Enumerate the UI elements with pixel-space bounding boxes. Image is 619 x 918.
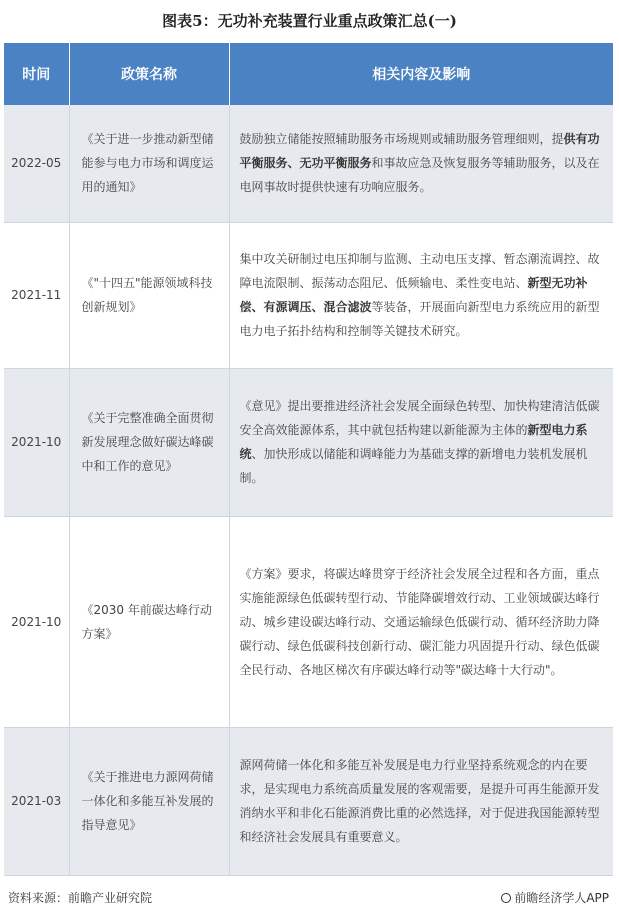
date-cell bbox=[4, 368, 69, 516]
content-emphasis: 新型无功补偿、有源调压、混合滤波 bbox=[239, 276, 588, 314]
policy-name-cell bbox=[69, 105, 229, 222]
content-emphasis: 供有功平衡服务、无功平衡服务 bbox=[239, 132, 600, 171]
content-text: 、加快形成以储能和调峰能力为基础支撑的新增电力装机发展机制。 bbox=[239, 447, 588, 485]
table-row bbox=[4, 368, 613, 516]
policy-content-cell bbox=[229, 516, 613, 727]
policy-name-text: 《2030 年前碳达峰行动方案》 bbox=[81, 602, 212, 641]
date-text: 2021-11 bbox=[11, 288, 62, 302]
policy-content-cell bbox=[229, 105, 613, 222]
policy-name-text: 《关于进一步推动新型储能参与电力市场和调度运用的通知》 bbox=[81, 132, 214, 195]
page-title: 图表5：无功补充装置行业重点政策汇总(一) bbox=[162, 12, 457, 30]
table-row bbox=[4, 516, 613, 727]
policy-content-cell bbox=[229, 222, 613, 368]
date-cell bbox=[4, 516, 69, 727]
policy-name-cell bbox=[69, 516, 229, 727]
app-credit bbox=[501, 889, 609, 906]
app-credit-label: 前瞻经济学人APP bbox=[514, 891, 609, 905]
policy-name-text: 《关于推进电力源网荷储一体化和多能互补发展的指导意见》 bbox=[81, 770, 214, 832]
content-text: 鼓励独立储能按照辅助服务市场规则或辅助服务管理细则，提 bbox=[239, 132, 564, 147]
content-text: 等装备，开展面向新型电力系统应用的新型电力电子拓扑结构和控制等关键技术研究。 bbox=[239, 300, 600, 338]
content-text: 集中攻关研制过电压抑制与监测、主动电压支撑、暂态潮流调控、故障电流限制、振荡动态阻尼、低频输电、柔性变电站、 bbox=[239, 252, 600, 290]
date-cell bbox=[4, 222, 69, 368]
date-text: 2021-10 bbox=[11, 614, 62, 629]
source-note: 资料来源：前瞻产业研究院 bbox=[8, 891, 153, 905]
table-row bbox=[4, 105, 613, 222]
date-text: 2021-03 bbox=[11, 794, 62, 808]
policy-name-text: 《关于完整准确全面贯彻新发展理念做好碳达峰碳中和工作的意见》 bbox=[81, 411, 214, 473]
content-emphasis: 新型电力系统 bbox=[239, 423, 588, 461]
date-cell bbox=[4, 105, 69, 222]
policy-name-cell bbox=[69, 727, 229, 875]
date-cell bbox=[4, 727, 69, 875]
date-text: 2021-10 bbox=[11, 435, 62, 449]
header-policy-name: 政策名称 bbox=[69, 43, 229, 105]
policy-table bbox=[4, 43, 613, 876]
policy-name-cell bbox=[69, 368, 229, 516]
header-content: 相关内容及影响 bbox=[229, 43, 613, 105]
content-text: 和事故应急及恢复服务等辅助服务，以及在电网事故时提供快速有功响应服务。 bbox=[239, 156, 600, 195]
header-time: 时间 bbox=[4, 43, 69, 105]
content-text: 《意见》提出要推进经济社会发展全面绿色转型、加快构建清洁低碳安全高效能源体系，其中就包括构建以新能源为主体的 bbox=[239, 399, 600, 437]
date-text: 2022-05 bbox=[11, 156, 62, 171]
policy-content-cell bbox=[229, 727, 613, 875]
content-text: 《方案》要求，将碳达峰贯穿于经济社会发展全过程和各方面，重点实施能源绿色低碳转型行动、节能降碳增效行动、工业领域碳达峰行动、城乡建设碳达峰行动、交通运输绿色低碳行动、循环经济助力降碳行动、绿色低碳科技创新行动、碳汇能力巩固提升行动、绿色低碳全民行动、各地区梯次有序碳达峰行动等"碳达峰十大行动"。 bbox=[239, 566, 600, 677]
content-text: 源网荷储一体化和多能互补发展是电力行业坚持系统观念的内在要求，是实现电力系统高质量发展的客观需要，是提升可再生能源开发消纳水平和非化石能源消费比重的必然选择，对于促进我国能源转型和经济社会发展具有重要意义。 bbox=[239, 758, 600, 844]
policy-content-cell bbox=[229, 368, 613, 516]
table-row bbox=[4, 222, 613, 368]
policy-name-text: 《"十四五"能源领域科技创新规划》 bbox=[81, 276, 213, 314]
table-header-row bbox=[4, 43, 613, 105]
table-body bbox=[4, 105, 613, 875]
table-row bbox=[4, 727, 613, 875]
policy-name-cell bbox=[69, 222, 229, 368]
app-logo-icon bbox=[501, 893, 511, 903]
